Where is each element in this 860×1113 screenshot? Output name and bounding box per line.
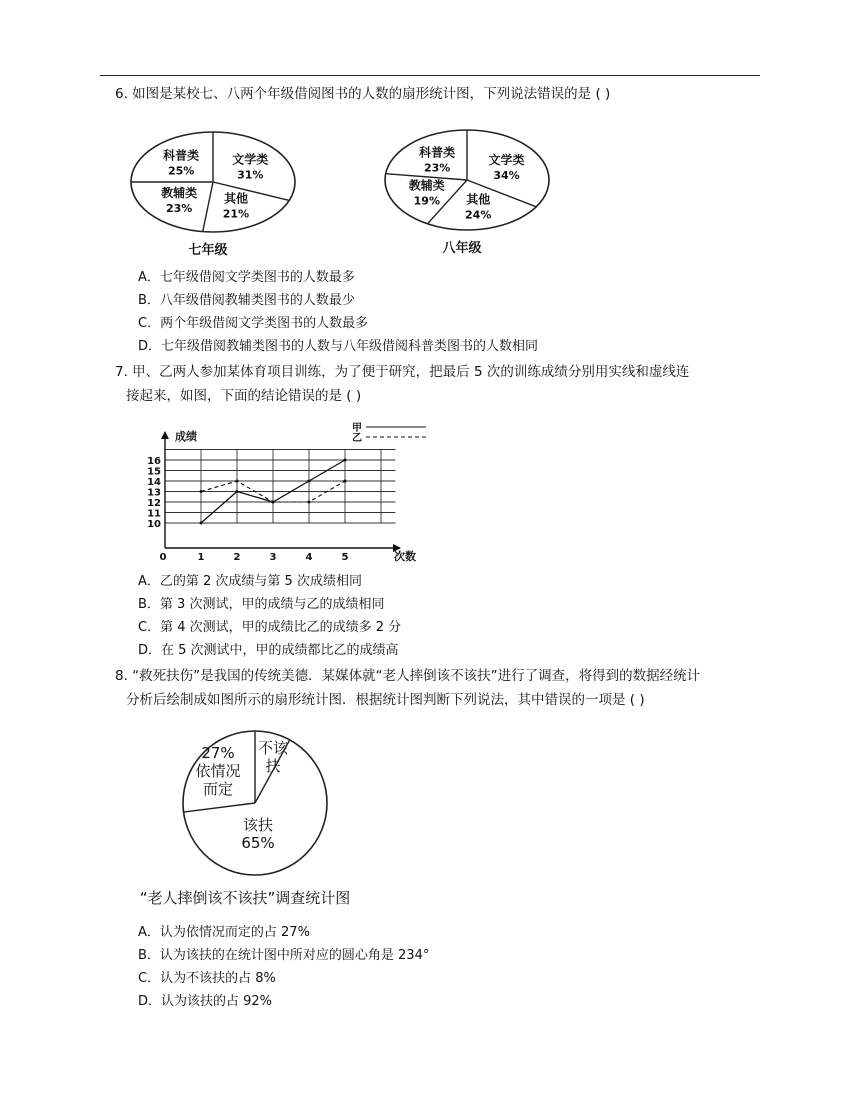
q7-line-chart [140, 418, 440, 563]
q6-pie-grade8 [385, 130, 549, 256]
q6-answer-paren[interactable]: ( ) [595, 86, 611, 102]
y-tick-label: 13 [147, 487, 161, 499]
question-7-stem [115, 360, 765, 408]
data-point [308, 480, 311, 483]
y-tick-label: 16 [147, 456, 161, 467]
pie-title: “老人摔倒该不该扶”调查统计图 [140, 889, 351, 907]
pie-slice-value: 34% [493, 168, 520, 182]
q8-option-b[interactable]: B．认为该扶的在统计图中所对应的圆心角是 234° [138, 948, 430, 963]
data-point [308, 501, 311, 504]
q7-option-c[interactable]: C．第 4 次测试，甲的成绩比乙的成绩多 2 分 [138, 620, 402, 635]
q6-pie-grade7 [131, 132, 295, 258]
q6-option-a[interactable]: A．七年级借阅文学类图书的人数最多 [138, 270, 355, 285]
pie-slice-value: 25% [167, 164, 195, 178]
question-6-stem [115, 82, 765, 106]
q8-stem-line1: 8. “救死扶伤”是我国的传统美德．某媒体就“老人摔倒该不该扶”进行了调查，将得到的数据经统计 [115, 668, 701, 684]
y-axis-arrow [161, 431, 169, 439]
q8-option-a[interactable]: A．认为依情况而定的占 27% [138, 925, 310, 940]
data-point [236, 480, 239, 483]
y-tick-label: 14 [147, 477, 161, 488]
q6-stem-text: 6. 如图是某校七、八两个年级借阅图书的人数的扇形统计图，下列说法错误的是 [115, 86, 592, 102]
pie-title: 七年级 [188, 243, 228, 258]
q7-option-d[interactable]: D．在 5 次测试中，甲的成绩都比乙的成绩高 [138, 643, 399, 658]
data-point [200, 522, 203, 525]
pie-slice-label: 其他 [223, 191, 248, 206]
y-axis-label: 成绩 [175, 430, 197, 443]
pie-slice-label: 文学类 [232, 152, 269, 167]
q7-stem-line1: 7. 甲、乙两人参加某体育项目训练，为了便于研究，把最后 5 次的训练成绩分别用实线和虚线连 [115, 364, 690, 380]
pie-slice-value: 31% [237, 168, 264, 182]
pie-slice-label: 教辅类 [161, 186, 198, 201]
pie-slice-label: 不该 [257, 739, 289, 757]
y-tick-label: 10 [147, 519, 161, 530]
pie-slice-value: 24% [465, 208, 492, 222]
q8-answer-paren[interactable]: ( ) [629, 692, 645, 708]
x-tick-label: 0 [159, 552, 167, 563]
pie-slice-label: 教辅类 [408, 178, 445, 193]
pie-slice-label: 科普类 [419, 145, 456, 160]
pie-slice-value: 21% [222, 207, 250, 221]
q8-stem-line2: 分析后绘制成如图所示的扇形统计图．根据统计图判断下列说法，其中错误的一项是 [126, 692, 626, 708]
pie-slice-label: 依情况 [195, 762, 241, 780]
data-point [344, 480, 347, 483]
q7-answer-paren[interactable]: ( ) [346, 388, 362, 404]
pie-slice-label: 科普类 [163, 148, 200, 163]
q8-pie-chart [140, 725, 420, 910]
pie-slice-boundary [184, 803, 255, 812]
header-rule [100, 75, 760, 76]
x-tick-label: 4 [305, 552, 313, 563]
pie-slice-label: 该扶 [242, 816, 274, 834]
q6-pie-charts [130, 125, 560, 260]
pie-slice-label: 扶 [265, 757, 281, 775]
q6-option-c[interactable]: C．两个年级借阅文学类图书的人数最多 [138, 316, 369, 331]
q8-option-c[interactable]: C．认为不该扶的占 8% [138, 971, 276, 986]
pie-slice-label: 其他 [466, 192, 491, 207]
q7-option-a[interactable]: A．乙的第 2 次成绩与第 5 次成绩相同 [138, 574, 362, 589]
x-axis-label: 次数 [394, 550, 416, 563]
legend-label: 乙 [352, 433, 362, 444]
data-point [272, 501, 275, 504]
data-point [344, 459, 347, 462]
q7-stem-line2: 接起来，如图，下面的结论错误的是 [126, 388, 342, 404]
pie-slice-value: 27% [201, 744, 235, 762]
pie-title: 八年级 [442, 241, 482, 256]
pie-slice-value: 19% [413, 194, 440, 208]
legend-label: 甲 [352, 423, 362, 434]
y-tick-label: 15 [147, 466, 161, 478]
pie-slice-value: 23% [165, 202, 193, 216]
data-point [236, 490, 239, 493]
pie-slice-value: 23% [424, 161, 451, 175]
pie-slice-label: 而定 [202, 780, 234, 798]
q6-option-b[interactable]: B．八年级借阅教辅类图书的人数最少 [138, 293, 355, 308]
y-tick-label: 11 [147, 508, 161, 520]
q8-option-d[interactable]: D．认为该扶的占 92% [138, 994, 273, 1009]
pie-slice-value: 65% [241, 834, 275, 852]
x-tick-label: 5 [341, 552, 349, 563]
q7-option-b[interactable]: B．第 3 次测试，甲的成绩与乙的成绩相同 [138, 597, 385, 612]
question-8-stem [115, 664, 765, 712]
pie-slice-boundary [203, 182, 213, 232]
x-tick-label: 2 [233, 552, 241, 563]
q6-option-d[interactable]: D．七年级借阅教辅类图书的人数与八年级借阅科普类图书的人数相同 [138, 339, 539, 354]
x-tick-label: 1 [197, 552, 205, 563]
y-tick-label: 12 [147, 498, 161, 509]
data-point [200, 490, 203, 493]
pie-slice-label: 文学类 [488, 152, 525, 167]
x-tick-label: 3 [269, 552, 277, 563]
